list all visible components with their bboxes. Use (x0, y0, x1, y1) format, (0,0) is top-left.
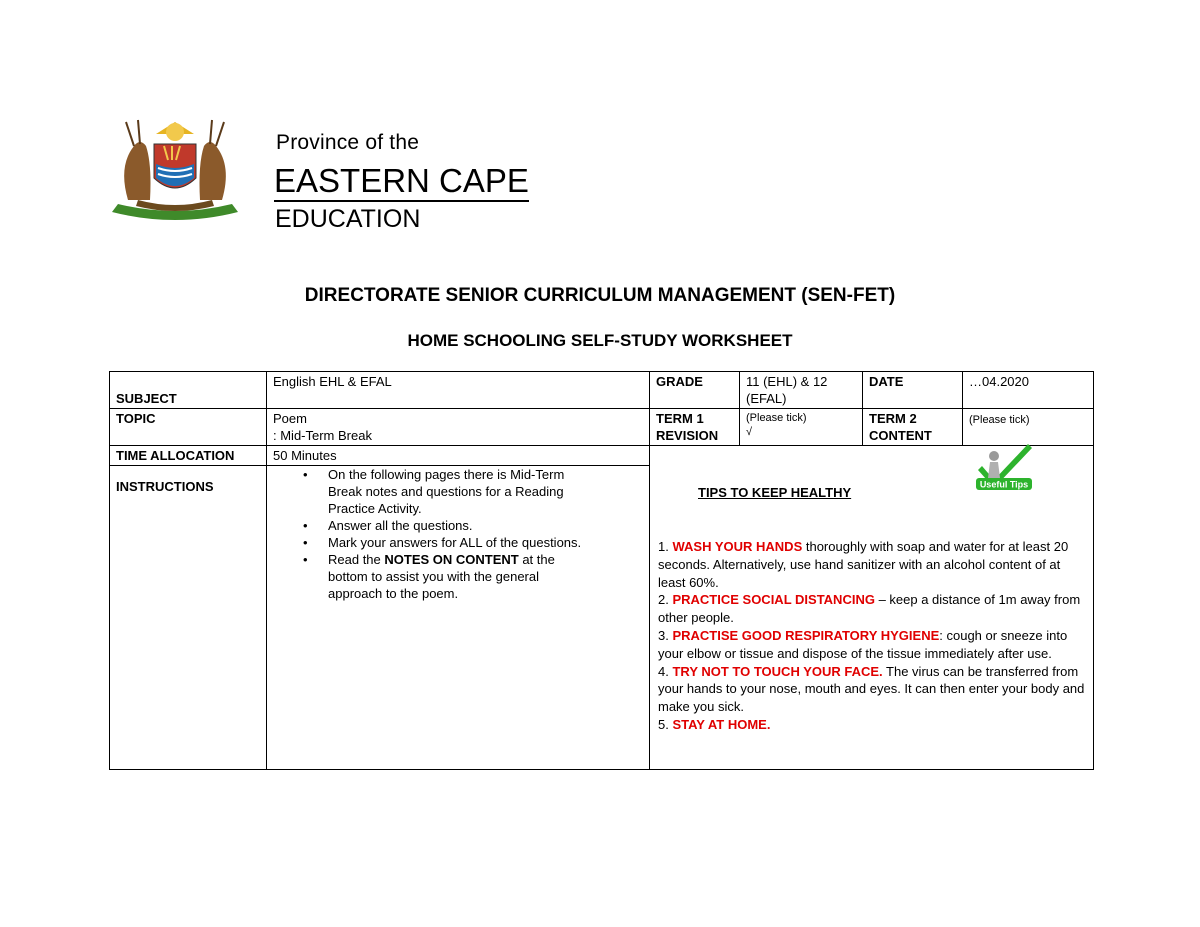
term2-tick-prompt: (Please tick) (969, 414, 1030, 426)
useful-tips-check-icon (972, 440, 1036, 492)
tip-5-heading: STAY AT HOME. (672, 716, 771, 732)
tips-box (650, 446, 1093, 768)
tip-3-body: : cough or sneeze into your elbow or tissue and dispose of the tissue immediately after use. (658, 627, 1068, 661)
term1-label-line1: TERM 1 (656, 411, 704, 426)
instruction-item-4-post: at the bottom to assist you with the general approach to the poem. (328, 552, 555, 601)
time-allocation-label: TIME ALLOCATION (110, 446, 267, 466)
topic-label: TOPIC (110, 409, 267, 446)
instructions-list (273, 466, 583, 602)
topic-value-line1: Poem (273, 411, 307, 426)
eastern-cape-text: EASTERN CAPE (274, 163, 529, 202)
tip-4-body: The virus can be transferred from your hands to your nose, mouth and eyes. It can then enter your body and make you sick. (658, 663, 1085, 715)
tips-list (658, 538, 1088, 734)
instruction-item-2: • Answer all the questions. (273, 517, 583, 534)
tip-4-num: 4. (658, 663, 673, 679)
tip-5 (658, 716, 1088, 734)
tip-1 (658, 538, 1088, 591)
tips-title: TIPS TO KEEP HEALTHY (698, 485, 852, 500)
province-of-the-text: Province of the (276, 131, 420, 154)
term2-label-line2: CONTENT (869, 428, 932, 443)
instructions-label: INSTRUCTIONS (110, 466, 267, 770)
instruction-item-4 (273, 551, 583, 602)
instruction-item-4-bold: NOTES ON CONTENT (384, 552, 519, 567)
grade-value: 11 (EHL) & 12 (EFAL) (740, 372, 863, 409)
term1-label-line2: REVISION (656, 428, 719, 443)
instruction-item-3: • Mark your answers for ALL of the questions. (273, 534, 583, 551)
worksheet-table (109, 371, 1094, 770)
grade-label: GRADE (650, 372, 740, 409)
tip-4 (658, 663, 1088, 716)
education-text: EDUCATION (275, 205, 421, 233)
subject-label: SUBJECT (110, 372, 267, 409)
tip-4-heading: TRY NOT TO TOUCH YOUR FACE. (672, 663, 883, 679)
tip-2-heading: PRACTICE SOCIAL DISTANCING (672, 592, 875, 608)
instruction-item-4-pre: Read the (328, 552, 385, 567)
worksheet-title: HOME SCHOOLING SELF-STUDY WORKSHEET (407, 331, 793, 350)
tip-2 (658, 591, 1088, 627)
time-row (110, 446, 1094, 466)
instruction-item-1: • On the following pages there is Mid-Term Break notes and questions for a Reading Practice Activity. (273, 466, 583, 517)
tip-3 (658, 627, 1088, 663)
topic-value-line2: : Mid-Term Break (273, 428, 372, 443)
tip-1-body: thoroughly with soap and water for at least 20 seconds. Alternatively, use hand sanitizer with an alcohol content of at least 60%. (658, 539, 1069, 590)
time-allocation-value: 50 Minutes (267, 446, 650, 466)
date-value: …04.2020 (963, 372, 1094, 409)
tip-3-heading: PRACTISE GOOD RESPIRATORY HYGIENE (672, 627, 940, 643)
tip-3-num: 3. (658, 627, 673, 643)
topic-value (267, 409, 650, 446)
topic-row (110, 409, 1094, 446)
tips-cell (650, 446, 1094, 770)
tip-1-num: 1. (658, 539, 673, 554)
term1-tick-cell[interactable] (740, 409, 863, 446)
term2-label (863, 409, 963, 446)
instructions-cell (267, 466, 650, 770)
directorate-title: DIRECTORATE SENIOR CURRICULUM MANAGEMENT (SEN-FET) (304, 285, 896, 306)
tip-2-num: 2. (658, 592, 673, 608)
tip-2-body: – keep a distance of 1m away from other people. (658, 592, 1081, 626)
term1-tick-mark: √ (746, 426, 753, 438)
term1-label (650, 409, 740, 446)
tip-5-num: 5. (658, 716, 673, 732)
useful-tips-badge-text: Useful Tips (979, 479, 1029, 490)
subject-row (110, 372, 1094, 409)
subject-value: English EHL & EFAL (267, 372, 650, 409)
term2-label-line1: TERM 2 (869, 411, 917, 426)
date-label: DATE (863, 372, 963, 409)
eastern-cape-coat-of-arms-logo (108, 116, 242, 226)
term1-tick-prompt: (Please tick) (746, 412, 807, 424)
tip-1-heading: WASH YOUR HANDS (672, 539, 803, 554)
